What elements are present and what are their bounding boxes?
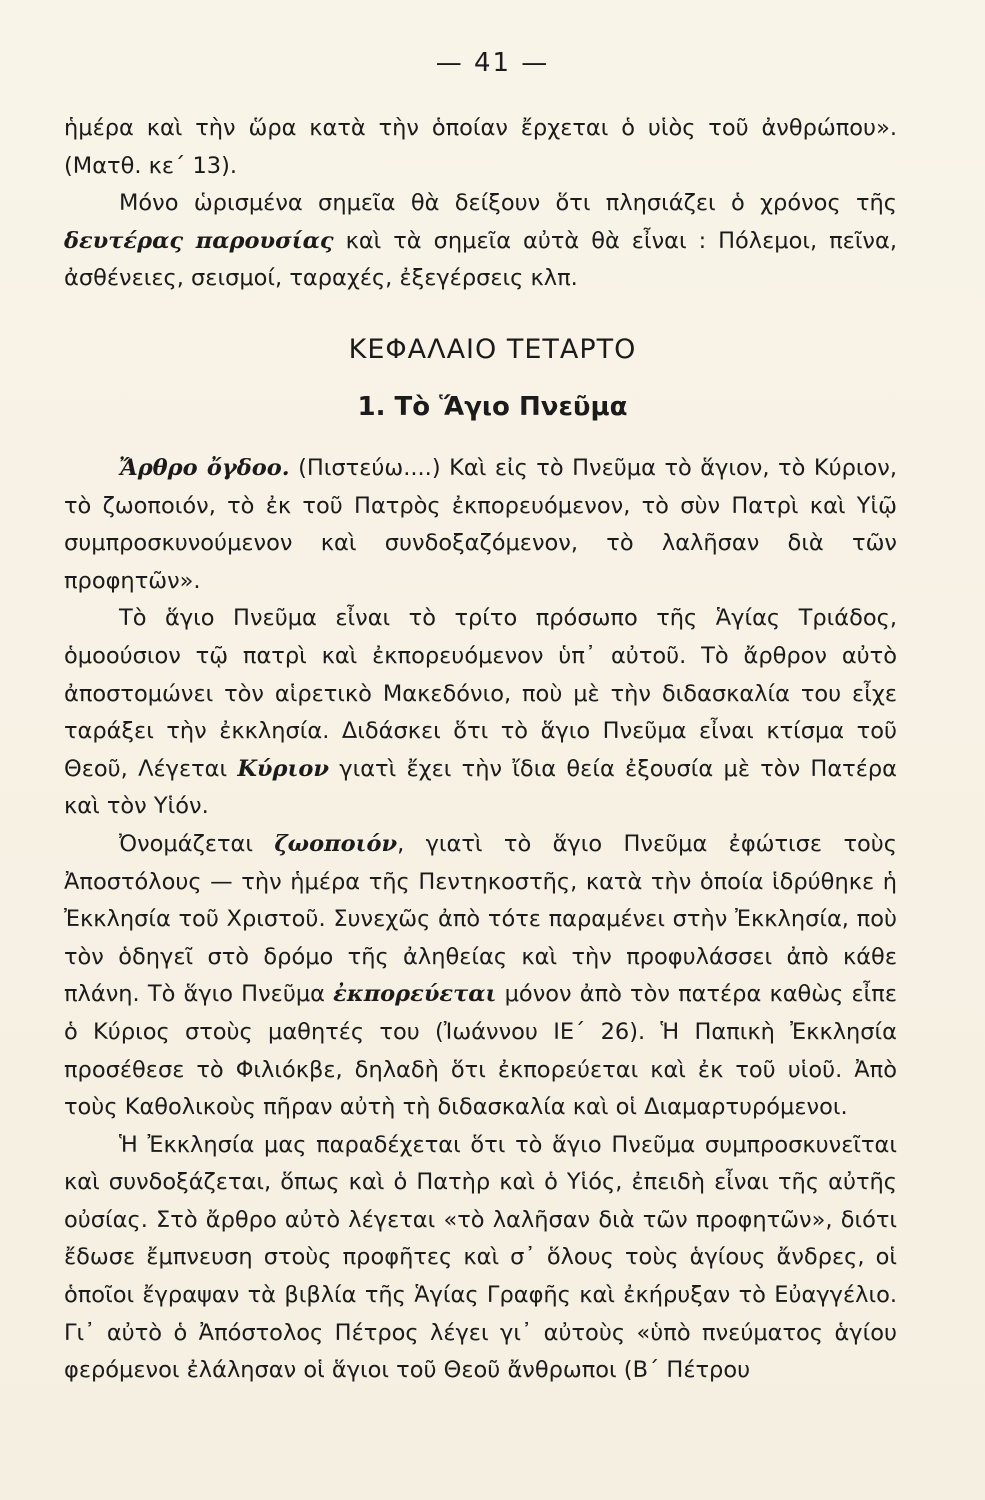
intro-text-b: καὶ τὰ σημεῖα αὐτὰ θὰ εἶναι : Πόλεμοι, πεῖνα, ἀσθένειες, σεισμοί, ταραχές, ἐξεγέρσεις κλπ. bbox=[64, 227, 897, 292]
intro-emphasis: δευτέρας παρουσίας bbox=[64, 227, 334, 254]
intro-paragraph-1: ἡμέρα καὶ τὴν ὥρα κατὰ τὴν ὁποίαν ἔρχεται ὁ υἱὸς τοῦ ἀνθρώπου». (Ματθ. κε΄ 13). bbox=[64, 115, 897, 179]
intro-paragraph-2 bbox=[64, 185, 897, 298]
para3-text-a: Ὀνομάζεται bbox=[119, 830, 275, 857]
para2-text-a: Τὸ ἅγιο Πνεῦμα εἶναι τὸ τρίτο πρόσωπο τῆς Ἁγίας Τριάδος, ὁμοούσιον τῷ πατρὶ καὶ ἐκπορευόμενον ὑπ᾽ αὐτοῦ. Τὸ ἄρθρον αὐτὸ ἀποστομώνει τὸν αἱρετικὸ Μακεδόνιο, ποὺ μὲ τὴν διδασκαλία του εἶχε ταράξει τὴν ἐκκλησία. Διδάσκει ὅτι τὸ ἅγιο Πνεῦμα εἶναι κτίσμα τοῦ Θεοῦ, Λέγεται bbox=[64, 605, 897, 782]
para3-emphasis-2: ἐκπορεύεται bbox=[333, 981, 497, 1008]
body-paragraph-4: Ἡ Ἐκκλησία μας παραδέχεται ὅτι τὸ ἅγιο Πνεῦμα συμπροσκυνεῖται καὶ συνδοξάζεται, ὅπως καὶ ὁ Πατὴρ καὶ ὁ Υἱός, ἐπειδὴ εἶναι τῆς αὐτῆς οὐσίας. Στὸ ἄρθρο αὐτὸ λέγεται «τὸ λαλῆσαν διὰ τῶν προφητῶν», διότι ἔδωσε ἔμπνευση στοὺς προφῆτες καὶ σ᾽ ὅλους τοὺς ἁγίους ἄνδρες, οἱ ὁποῖοι ἔγραψαν τὰ βιβλία τῆς Ἁγίας Γραφῆς καὶ ἐκήρυξαν τὸ Εὐαγγέλιο. Γι᾽ αὐτὸ ὁ Ἀπόστολος Πέτρος λέγει γι᾽ αὐτοὺς «ὑπὸ πνεύματος ἁγίου φερόμενοι ἐλάλησαν οἱ ἅγιοι τοῦ Θεοῦ ἄνθρωποι (Β΄ Πέτρου bbox=[64, 1131, 897, 1384]
section-title: 1. Τὸ Ἅγιο Πνεῦμα bbox=[357, 392, 628, 422]
article-label: Ἄρθρο ὄγδοο. bbox=[119, 455, 290, 481]
intro-block bbox=[64, 110, 897, 298]
creed-text: (Πιστεύω....) Καὶ εἰς τὸ Πνεῦμα τὸ ἅγιον, τὸ Κύριον, τὸ ζωοποιόν, τὸ ἐκ τοῦ Πατρὸς ἐκπορευόμενον, τὸ σὺν Πατρὶ καὶ Υἱῷ συμπροσκυνούμενον καὶ συνδοξαζόμενον, τὸ λαλῆσαν διὰ τῶν προφητῶν». bbox=[64, 455, 897, 594]
chapter-title: ΚΕΦΑΛΑΙΟ ΤΕΤΑΡΤΟ bbox=[348, 334, 637, 365]
para2-text-b: γιατὶ ἔχει τὴν ἴδια θεία ἐξουσία μὲ τὸν Πατέρα καὶ τὸν Υἱόν. bbox=[64, 755, 897, 820]
para2-emphasis: Κύριον bbox=[237, 755, 330, 782]
body-paragraph-3 bbox=[64, 826, 897, 1127]
para3-text-c: μόνον ἀπὸ τὸν πατέρα καθὼς εἶπε ὁ Κύριος στοὺς μαθητές του (Ἰωάννου ΙΕ΄ 26). Ἡ Παπικὴ Ἐκκλησία προσέθεσε τὸ Φιλιόκβε, δηλαδὴ ὅτι ἐκπορεύεται καὶ ἐκ τοῦ υἱοῦ. Ἀπὸ τοὺς Καθολικοὺς πῆραν αὐτὴ τὴ διδασκαλία καὶ οἱ Διαμαρτυρόμενοι. bbox=[64, 981, 897, 1121]
para3-emphasis-1: ζωοποιόν bbox=[274, 830, 398, 857]
intro-text-a: Μόνο ὡρισμένα σημεῖα θὰ δείξουν ὅτι πλησιάζει ὁ χρόνος τῆς bbox=[119, 190, 897, 217]
body-block bbox=[64, 450, 897, 1390]
body-paragraph-1 bbox=[64, 450, 897, 600]
body-paragraph-2 bbox=[64, 600, 897, 826]
page-number: — 41 — bbox=[435, 48, 550, 78]
para3-text-b: , γιατὶ τὸ ἅγιο Πνεῦμα ἐφώτισε τοὺς Ἀποστόλους — τὴν ἡμέρα τῆς Πεντηκοστῆς, κατὰ τὴν ὁποία ἱδρύθηκε ἡ Ἐκκλησία τοῦ Χριστοῦ. Συνεχῶς ἀπὸ τότε παραμένει στὴν Ἐκκλησία, ποὺ τὸν ὁδηγεῖ στὸ δρόμο τῆς ἀληθείας καὶ τὴν προφυλάσσει ἀπὸ κάθε πλάνη. Τὸ ἅγιο Πνεῦμα bbox=[64, 830, 897, 1008]
